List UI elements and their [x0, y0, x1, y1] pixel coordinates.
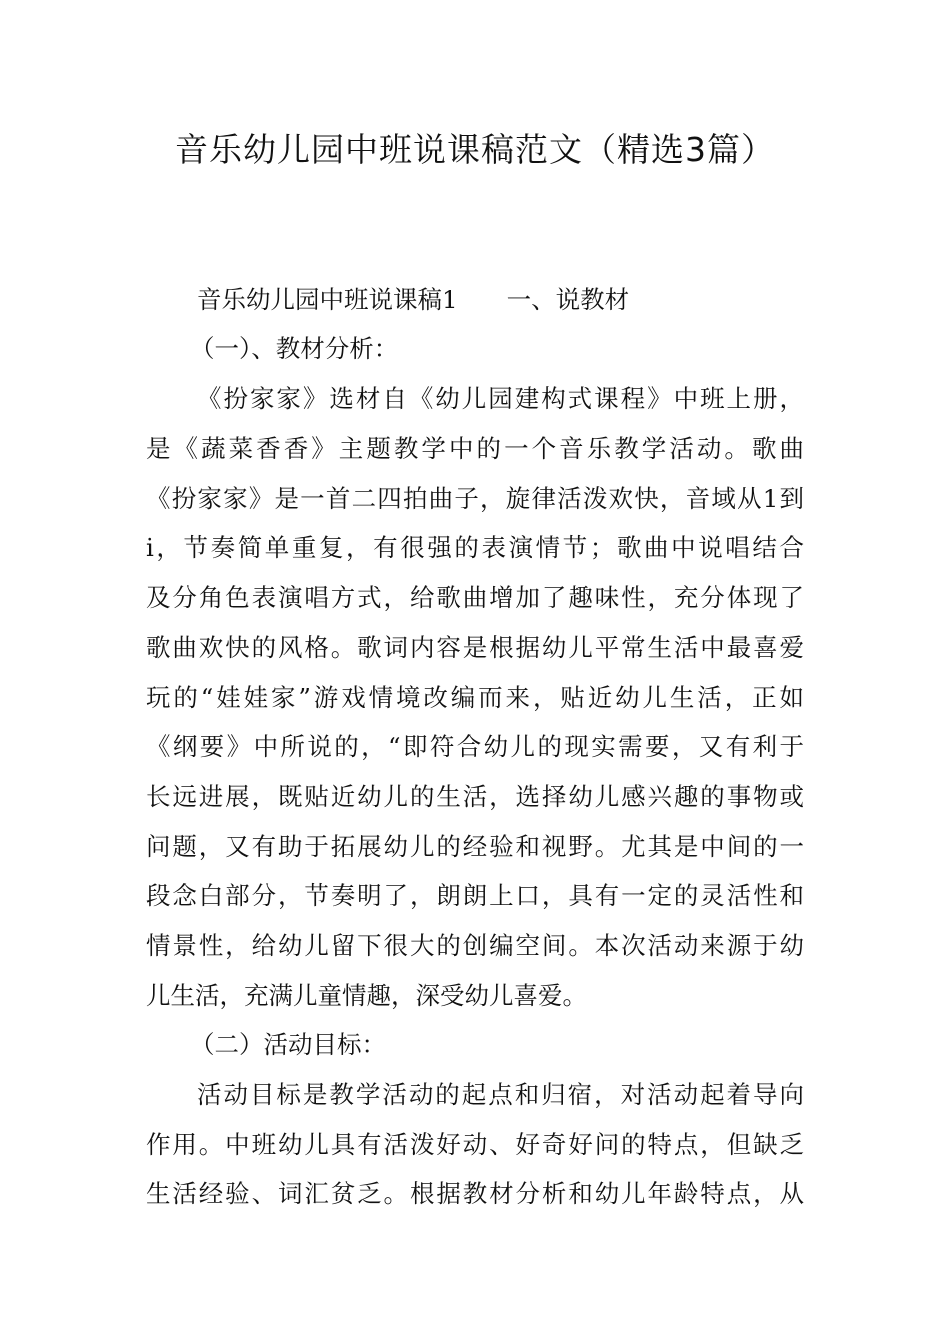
paragraph-line-last: 儿生活，充满儿童情趣，深受幼儿喜爱。 — [146, 981, 587, 1010]
paragraph-line: 生活经验、词汇贫乏。根据教材分析和幼儿年龄特点，从 — [146, 1179, 804, 1208]
paragraph-line: 是《蔬菜香香》主题教学中的一个音乐教学活动。歌曲 — [146, 434, 804, 463]
paragraph-line: ⅰ，节奏简单重复，有很强的表演情节；歌曲中说唱结合 — [146, 533, 804, 562]
sub-heading-goals: （二）活动目标： — [190, 1030, 386, 1059]
document-title: 音乐幼儿园中班说课稿范文（精选3篇） — [175, 130, 775, 169]
paragraph-line: 问题，又有助于拓展幼儿的经验和视野。尤其是中间的一 — [146, 832, 804, 861]
paragraph-line: 情景性，给幼儿留下很大的创编空间。本次活动来源于幼 — [146, 931, 804, 960]
paragraph-line: 歌曲欢快的风格。歌词内容是根据幼儿平常生活中最喜爱 — [146, 633, 804, 662]
paragraph-line: 《扮家家》选材自《幼儿园建构式课程》中班上册， — [197, 384, 804, 413]
paragraph-line: 《扮家家》是一首二四拍曲子，旋律活泼欢快，音域从1到 — [146, 484, 804, 513]
section-heading: 音乐幼儿园中班说课稿1 一、说教材 — [197, 285, 630, 314]
paragraph-line: 及分角色表演唱方式，给歌曲增加了趣味性，充分体现了 — [146, 583, 804, 612]
paragraph-line: 作用。中班幼儿具有活泼好动、好奇好问的特点，但缺乏 — [146, 1130, 804, 1159]
paragraph-line: 玩的“娃娃家”游戏情境改编而来，贴近幼儿生活，正如 — [146, 683, 804, 712]
paragraph-line: 活动目标是教学活动的起点和归宿，对活动起着导向 — [197, 1080, 804, 1109]
sub-heading-analysis: （一）、教材分析： — [190, 334, 399, 363]
paragraph-line: 段念白部分，节奏明了，朗朗上口，具有一定的灵活性和 — [146, 881, 804, 910]
paragraph-line: 长远进展，既贴近幼儿的生活，选择幼儿感兴趣的事物或 — [146, 782, 804, 811]
paragraph-line: 《纲要》中所说的，“即符合幼儿的现实需要，又有利于 — [146, 732, 804, 761]
